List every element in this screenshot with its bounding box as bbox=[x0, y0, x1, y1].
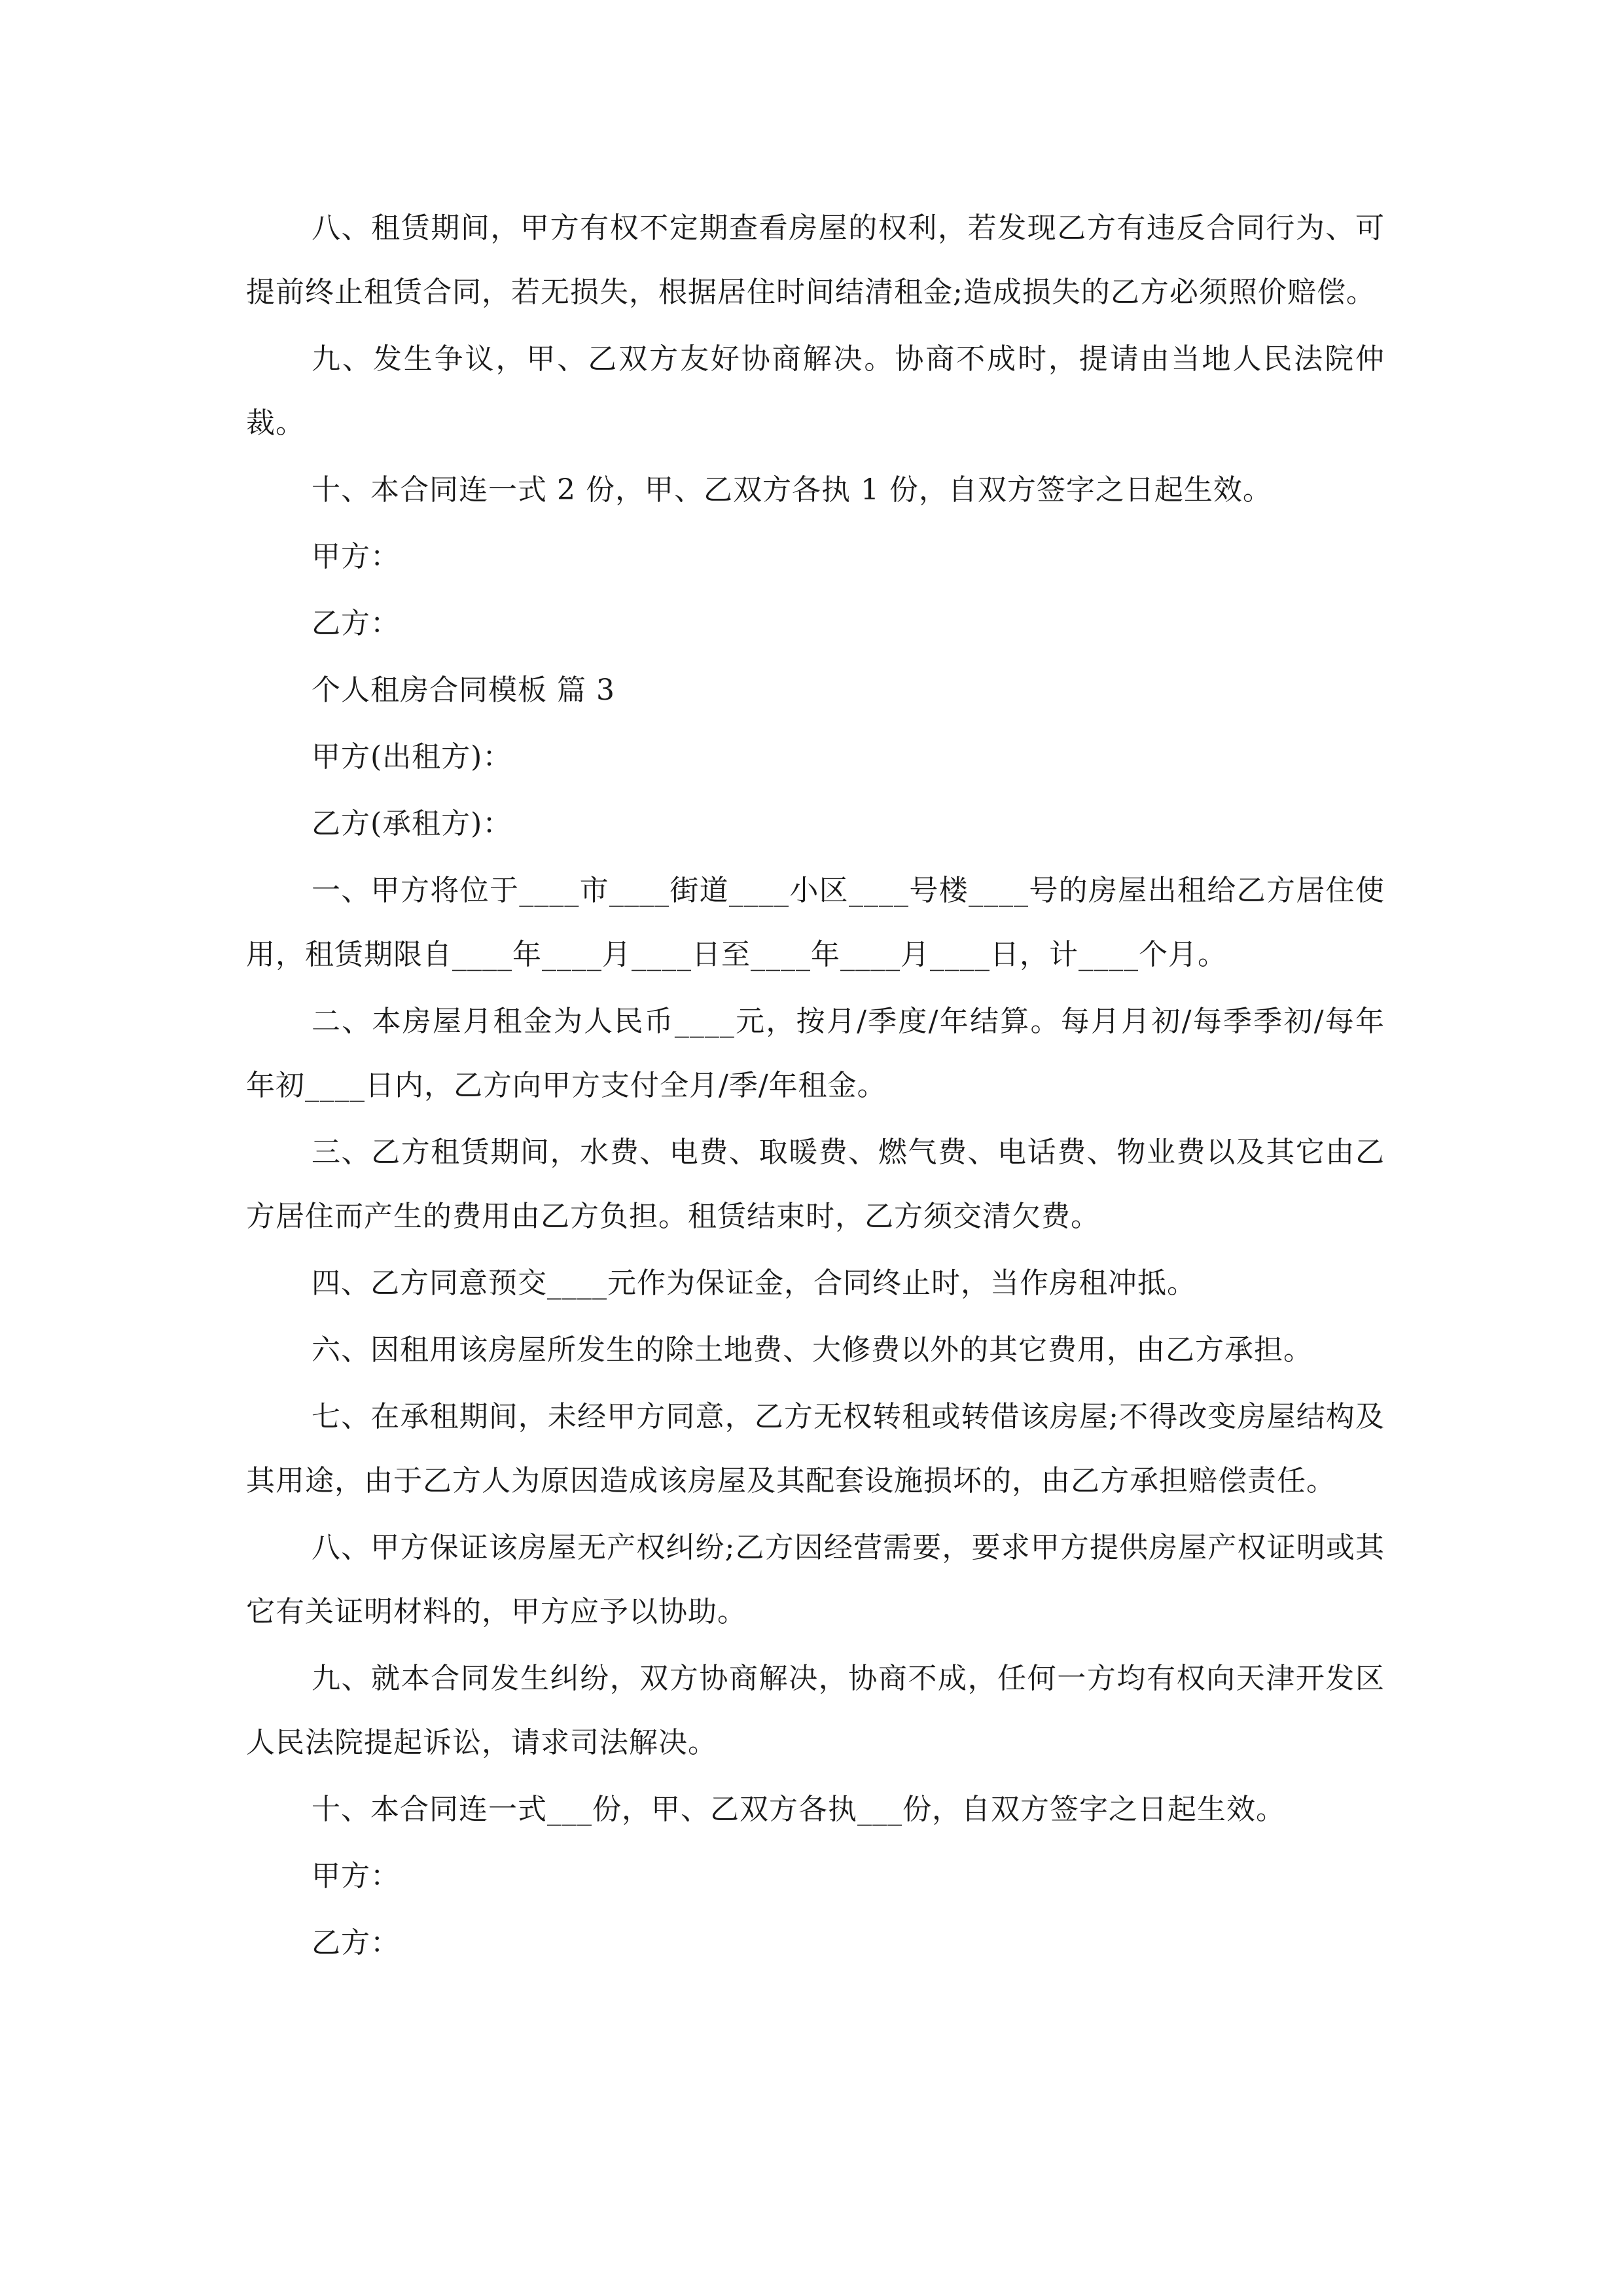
clause-10-copies: 十、本合同连一式 2 份，甲、乙双方各执 1 份，自双方签字之日起生效。 bbox=[312, 473, 1272, 507]
clause-9-litigation: 九、就本合同发生纠纷，双方协商解决，协商不成，任何一方均有权向天津开发区人民法院提起诉讼，请求司法解决。 bbox=[246, 1662, 1385, 1759]
party-a-signature-label: 甲方： bbox=[312, 540, 400, 573]
party-a-lessor-label: 甲方(出租方)： bbox=[312, 740, 512, 774]
section-title: 个人租房合同模板 篇 3 bbox=[312, 673, 615, 707]
clause-6-other-costs: 六、因租用该房屋所发生的除土地费、大修费以外的其它费用，由乙方承担。 bbox=[312, 1333, 1313, 1367]
document-page bbox=[246, 196, 1385, 1978]
party-b-signature-label: 乙方： bbox=[312, 607, 400, 640]
clause-2-rent: 二、本房屋月租金为人民币____元，按月/季度/年结算。每月月初/每季季初/每年年初____日内，乙方向甲方支付全月/季/年租金。 bbox=[246, 1005, 1385, 1102]
clause-1-premises: 一、甲方将位于____市____街道____小区____号楼____号的房屋出租给乙方居住使用，租赁期限自____年____月____日至____年____月____日，计____个月。 bbox=[246, 874, 1385, 971]
party-b-signature-label-2: 乙方： bbox=[312, 1926, 400, 1960]
clause-8-title: 八、甲方保证该房屋无产权纠纷;乙方因经营需要，要求甲方提供房屋产权证明或其它有关证明材料的，甲方应予以协助。 bbox=[246, 1531, 1385, 1628]
clause-4-deposit: 四、乙方同意预交____元作为保证金，合同终止时，当作房租冲抵。 bbox=[312, 1266, 1196, 1300]
clause-3-fees: 三、乙方租赁期间，水费、电费、取暖费、燃气费、电话费、物业费以及其它由乙方居住而产生的费用由乙方负担。租赁结束时，乙方须交清欠费。 bbox=[246, 1136, 1385, 1233]
clause-10-effective: 十、本合同连一式___份，甲、乙双方各执___份，自双方签字之日起生效。 bbox=[312, 1793, 1285, 1826]
party-b-lessee-label: 乙方(承租方)： bbox=[312, 807, 512, 840]
party-a-signature-label-2: 甲方： bbox=[312, 1859, 400, 1893]
clause-9-dispute: 九、发生争议，甲、乙双方友好协商解决。协商不成时，提请由当地人民法院仲裁。 bbox=[246, 342, 1385, 440]
clause-8-inspection: 八、租赁期间，甲方有权不定期查看房屋的权利，若发现乙方有违反合同行为、可提前终止租赁合同，若无损失，根据居住时间结清租金;造成损失的乙方必须照价赔偿。 bbox=[246, 211, 1385, 309]
clause-7-sublease: 七、在承租期间，未经甲方同意，乙方无权转租或转借该房屋;不得改变房屋结构及其用途，由于乙方人为原因造成该房屋及其配套设施损坏的，由乙方承担赔偿责任。 bbox=[246, 1400, 1385, 1498]
